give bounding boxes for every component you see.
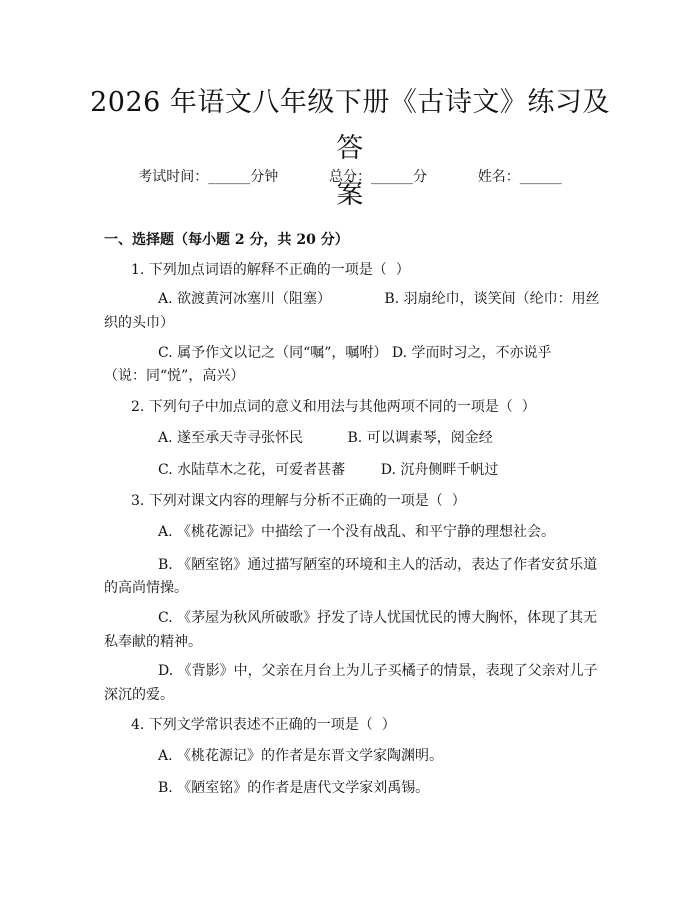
question-3-option-d-cont: 深沉的爱。 [104,687,174,703]
question-2-options-ab: A. 遂至承天寺寻张怀民 B. 可以调素琴，阅金经 [158,430,493,446]
question-2-options-cd: C. 水陆草木之花，可爱者甚蕃 D. 沉舟侧畔千帆过 [158,462,499,478]
question-1-options-ab-cont: 织的头巾） [104,315,174,331]
exam-info-text: 考试时间：______分钟 总分：______分 姓名：______ [138,169,562,185]
question-4: 4. 下列文学常识表述不正确的一项是（ ） [131,717,396,733]
question-3-option-a: A. 《桃花源记》中描绘了一个没有战乱、和平宁静的理想社会。 [158,524,556,540]
question-1: 1. 下列加点词语的解释不正确的一项是（ ） [131,262,410,278]
document-title [80,80,620,218]
question-1-options-cd: C. 属予作文以记之（同“嘱”，嘱咐） D. 学而时习之，不亦说乎 [158,345,552,361]
question-3-option-d: D. 《背影》中，父亲在月台上为儿子买橘子的情景，表现了父亲对儿子 [158,663,598,679]
section-heading: 一、选择题（每小题 2 分，共 20 分） [104,232,349,248]
question-1-options-cd-cont: （说：同“悦”，高兴） [104,368,245,384]
question-4-option-a: A. 《桃花源记》的作者是东晋文学家陶渊明。 [158,748,444,764]
question-3-option-c-cont: 私奉献的精神。 [104,634,202,650]
exam-info [0,167,700,187]
question-3: 3. 下列对课文内容的理解与分析不正确的一项是（ ） [131,493,466,509]
question-3-option-b: B. 《陋室铭》通过描写陋室的环境和主人的活动，表达了作者安贫乐道 [158,557,598,573]
question-1-options-ab: A. 欲渡黄河冰塞川（阻塞） B. 羽扇纶巾，谈笑间（纶巾：用丝 [158,291,600,307]
question-2: 2. 下列句子中加点词的意义和用法与其他两项不同的一项是（ ） [131,399,536,415]
question-3-option-c: C. 《茅屋为秋风所破歌》抒发了诗人忧国忧民的博大胸怀，体现了其无 [158,610,598,626]
question-3-option-b-cont: 的高尚情操。 [104,580,188,596]
question-4-option-b: B. 《陋室铭》的作者是唐代文学家刘禹锡。 [158,780,430,796]
title-line-1: 2026 年语文八年级下册《古诗文》练习及答 [90,87,610,164]
title-line-2: 案 [336,179,364,210]
